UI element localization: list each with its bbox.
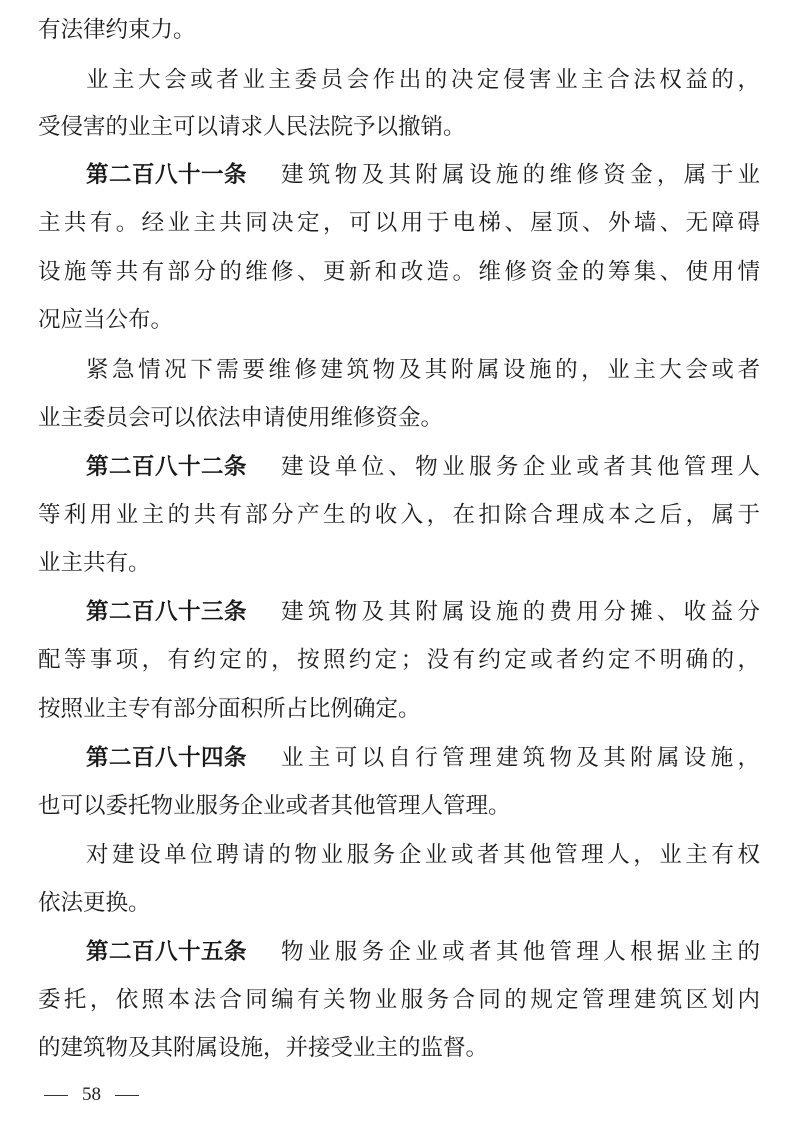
text-line: 建筑物及其附属设施的维修资金，属于业: [281, 162, 760, 188]
text-line: 配等事项，有约定的，按照约定；没有约定或者约定不明确的，: [38, 647, 760, 673]
text-line: 紧急情况下需要维修建筑物及其附属设施的，业主大会或者: [86, 357, 760, 383]
text-line: 按照业主专有部分面积所占比例确定。: [38, 696, 421, 722]
text-line: 对建设单位聘请的物业服务企业或者其他管理人，业主有权: [86, 842, 760, 868]
footer-dash-left: [44, 1095, 68, 1096]
text-line: 委托，依照本法合同编有关物业服务合同的规定管理建筑区划内: [38, 987, 760, 1013]
footer-dash-right: [115, 1095, 139, 1096]
text-line: 设施等共有部分的维修、更新和改造。维修资金的筹集、使用情: [38, 259, 760, 285]
text-line: 物业服务企业或者其他管理人根据业主的: [281, 939, 760, 965]
article-heading: 第二百八十一条: [86, 162, 248, 188]
text-line: 有法律约束力。: [38, 17, 196, 43]
page-number: 58: [82, 1084, 101, 1105]
article-285-first-line: [38, 932, 760, 972]
text-line: 建筑物及其附属设施的费用分摊、收益分: [281, 599, 760, 625]
text-line: 主共有。经业主共同决定，可以用于电梯、屋顶、外墙、无障碍: [38, 210, 760, 236]
text-line: 受侵害的业主可以请求人民法院予以撤销。: [38, 114, 466, 140]
article-281-first-line: [38, 155, 760, 195]
article-282-first-line: [38, 447, 760, 487]
text-line: 业主可以自行管理建筑物及其附属设施，: [281, 745, 760, 771]
page-footer: [44, 1080, 139, 1110]
text-line: 况应当公布。: [38, 307, 174, 333]
article-283-first-line: [38, 592, 760, 632]
text-line: 等利用业主的共有部分产生的收入，在扣除合理成本之后，属于: [38, 502, 760, 528]
article-heading: 第二百八十四条: [86, 745, 248, 771]
article-heading: 第二百八十五条: [86, 939, 248, 965]
text-line: 业主委员会可以依法申请使用维修资金。: [38, 405, 444, 431]
text-line: 业主共有。: [38, 550, 151, 576]
text-line: 建设单位、物业服务企业或者其他管理人: [281, 454, 760, 480]
article-284-first-line: [38, 738, 760, 778]
article-heading: 第二百八十二条: [86, 454, 248, 480]
text-line: 也可以委托物业服务企业或者其他管理人管理。: [38, 793, 511, 819]
text-line: 的建筑物及其附属设施，并接受业主的监督。: [38, 1035, 489, 1061]
text-line: 依法更换。: [38, 890, 151, 916]
text-line: 业主大会或者业主委员会作出的决定侵害业主合法权益的，: [86, 67, 760, 93]
article-heading: 第二百八十三条: [86, 599, 248, 625]
